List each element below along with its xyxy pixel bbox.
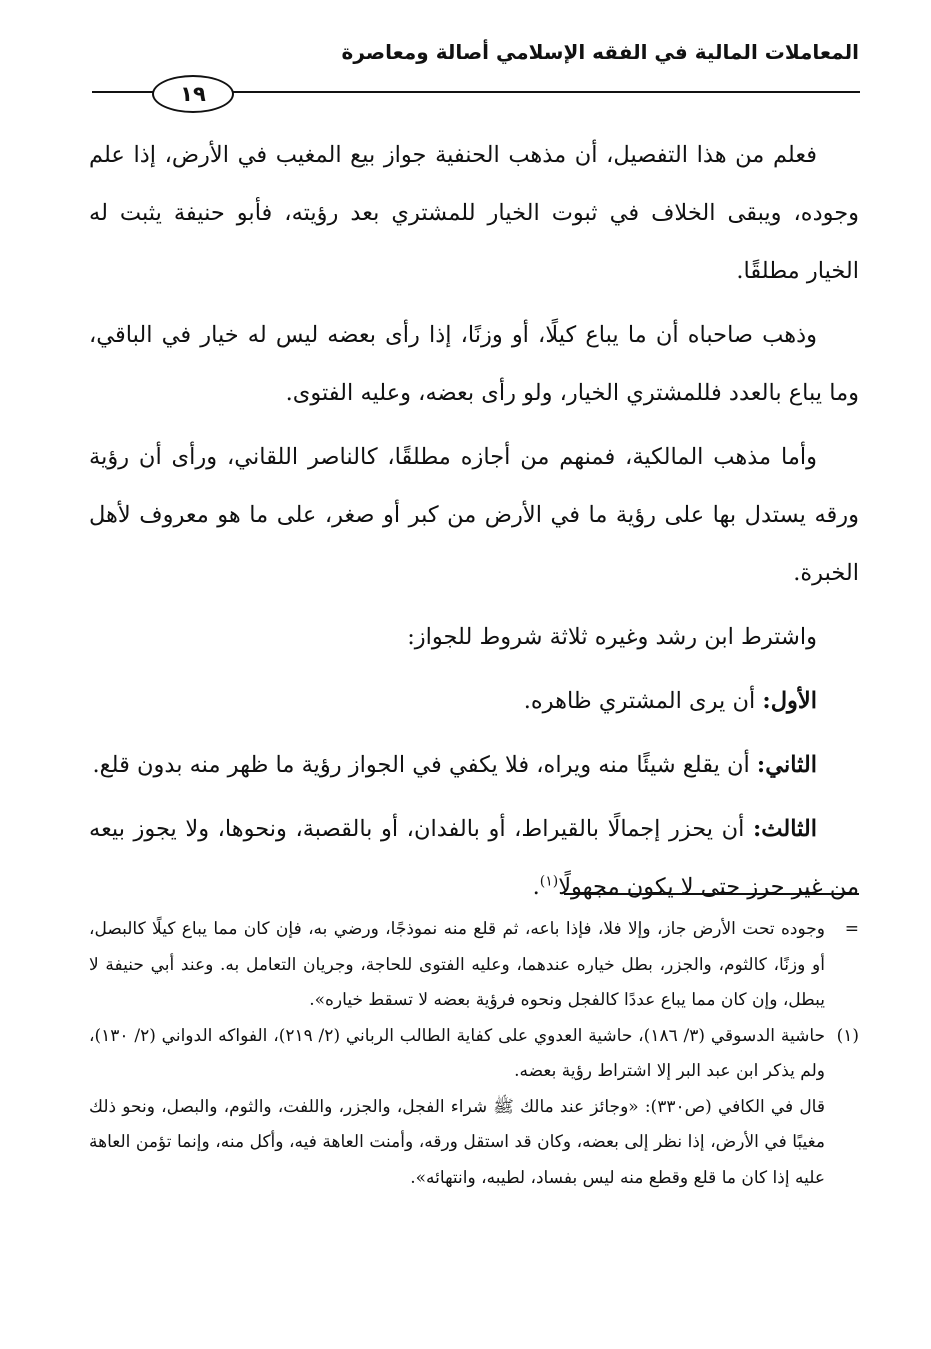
condition-second-text: أن يقلع شيئًا منه ويراه، فلا يكفي في الجواز رؤية ما ظهر منه بدون قلع. [92,752,750,778]
paragraph-conditions-intro: واشترط ابن رشد وغيره ثلاثة شروط للجواز: [407,624,817,650]
condition-first-label: الأول: [762,688,817,714]
condition-first [89,672,859,730]
paragraph-maliki: وأما مذهب المالكية، فمنهم من أجازه مطلقًا، كالناصر اللقاني، ورأى أن رؤية ورقه يستدل بها على رؤية ما في الأرض من كبر أو صغر، على ما هو معروف لأهل الخبرة. [89,444,859,586]
footnote-1 [89,1019,859,1090]
paragraph-hanafi: فعلم من هذا التفصيل، أن مذهب الحنفية جواز بيع المغيب في الأرض، إذا علم وجوده، ويبقى الخلاف في ثبوت الخيار للمشتري بعد رؤيته، فأبو حنيفة يثبت له الخيار مطلقًا. [89,142,859,284]
footnote-reference[interactable]: (١) [539,873,559,890]
footnote-1-quote: قال في الكافي (ص٣٣٠): «وجائز عند مالك ﷺ شراء الفجل، والجزر، واللفت، والثوم، والبصل، ونحو ذلك مغيبًا في الأرض، إذا نظر إلى بعضه، وكان قد استقل ورقه، وأمنت العاهة فيه، وأكل منه، وإنما تؤمن العاهة عليه إذا كان ما قلع وقطع منه ليس بفساد، لطيبه، وانتهائه». [89,1096,825,1188]
footnote-continuation-text: وجوده تحت الأرض جاز، وإلا فلا، فإذا باعه، ثم قلع منه نموذجًا، ورضي به، فإن كان مما يباع كيلًا كالبصل، أو وزنًا، كالثوم، والجزر، بطل خياره عندهما، وعليه الفتوى للحاجة، وجريان التعامل به. وعند أبي حنيفة لا يبطل، وإن كان مما يباع عددًا كالفجل ونحوه فرؤية بعضه لا تسقط خياره». [89,919,825,1010]
footnotes [89,912,859,1196]
footnote-1-marker: (١) [836,1025,859,1046]
page-number: ١٩ [152,75,234,113]
running-header: المعاملات المالية في الفقه الإسلامي أصالة ومعاصرة [341,40,859,64]
paragraph-sahiban: وذهب صاحباه أن ما يباع كيلًا، أو وزنًا، إذا رأى بعضه ليس له خيار في الباقي، وما يباع بالعدد فللمشتري الخيار، ولو رأى بعضه، وعليه الفتوى. [89,322,859,406]
condition-third-end: . [532,874,540,900]
condition-first-text: أن يرى المشتري ظاهره. [523,688,756,714]
footnote-continuation [89,912,859,1019]
condition-second [89,736,859,794]
condition-third [89,800,859,916]
condition-third-text: أن يحزر إجمالًا بالقيراط، أو بالفدان، أو بالقصبة، ونحوها، ولا يجوز بيعه من غير حرز حتى لا يكون مجهولًا [89,816,859,900]
main-text [89,126,859,916]
footnote-1-text: حاشية الدسوقي (٣/ ١٨٦)، حاشية العدوي على كفاية الطالب الرباني (٢/ ٢١٩)، الفواكه الدواني (٢/ ١٣٠)، ولم يذكر ابن عبد البر إلا اشتراط رؤية بعضه. [89,1025,826,1081]
condition-second-label: الثاني: [756,752,817,778]
condition-third-label: الثالث: [752,816,817,842]
footnote-separator [564,893,859,895]
continuation-marker: = [844,919,859,939]
